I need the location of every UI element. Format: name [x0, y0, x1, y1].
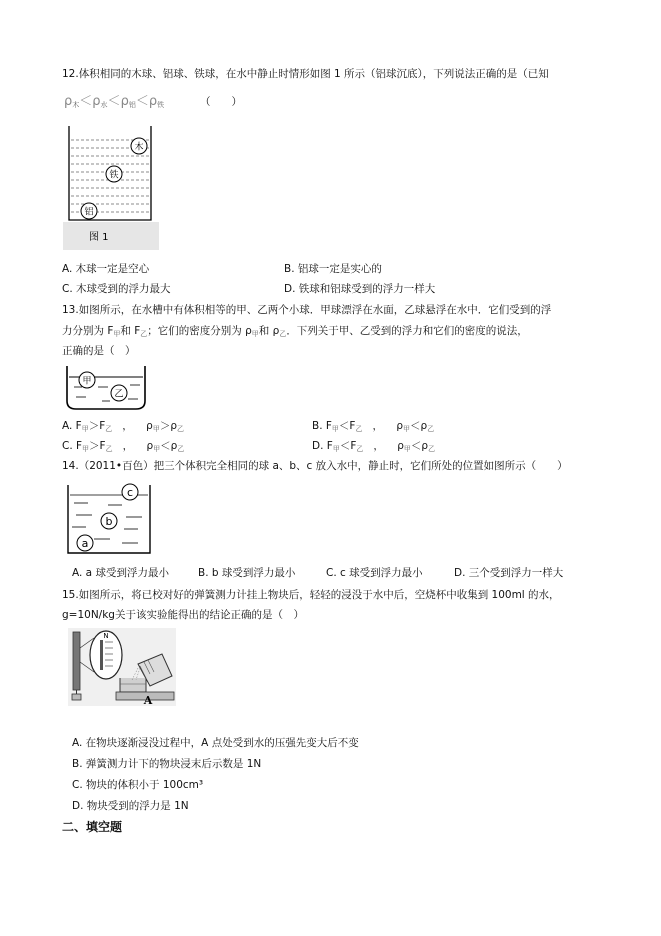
sub-jia: 甲 [332, 445, 340, 453]
sub-yi: 乙 [176, 425, 184, 433]
opt-text: C. F [62, 440, 83, 452]
lt-sign: ＜ [339, 440, 351, 452]
sub-mu: 木 [72, 101, 80, 109]
opt-text: B. F [312, 420, 332, 432]
opt-text: ρ [421, 440, 429, 452]
rho-symbol: ρ [148, 94, 158, 109]
q14-option-b: B. b 球受到浮力最小 [198, 567, 296, 579]
q13-option-c [62, 439, 184, 456]
opt-text: A. F [62, 420, 82, 432]
sub-yi: 乙 [428, 445, 436, 453]
q13-stem-line3: 正确的是（ ） [62, 345, 136, 357]
opt-sep: ， [372, 420, 383, 432]
opt-sep: ， [122, 440, 134, 452]
q12-figure [63, 122, 159, 250]
q13-text: 和 F [120, 325, 141, 337]
q13-option-d [312, 439, 435, 456]
sub-yi: 乙 [105, 445, 113, 453]
ball-label-lv: 铝 [84, 207, 94, 218]
q13-option-a [62, 419, 184, 436]
q15-option-b: B. 弹簧测力计下的物块浸末后示数是 1N [72, 758, 262, 770]
q14-option-c: C. c 球受到浮力最小 [326, 567, 423, 579]
opt-text: ρ [170, 440, 178, 452]
rho-symbol: ρ [64, 94, 73, 109]
q15-stem-line1: 15.如图所示，将已校对好的弹簧测力计挂上物块后，轻轻的浸没于水中后，空烧杯中收集到 100ml 的水， [62, 589, 560, 601]
gt-sign: ＞ [159, 420, 171, 432]
opt-sep: ， [373, 440, 384, 452]
rho-symbol: ρ [92, 94, 101, 109]
ball-label-tie: 铁 [109, 170, 119, 181]
opt-text: ρ [396, 420, 404, 432]
opt-text: F [350, 440, 357, 452]
opt-text: ρ [146, 420, 153, 432]
lt-sign: ＜ [160, 440, 171, 452]
q13-text: 力分别为 F [62, 325, 114, 337]
q12-density-relation [64, 95, 164, 112]
q12-option-b: B. 铝球一定是实心的 [284, 263, 382, 275]
ball-label-b: b [105, 515, 113, 528]
q13-stem-line1: 13.如图所示，在水槽中有体积相等的甲、乙两个小球．甲球漂浮在水面，乙球悬浮在水中．它们受到的浮 [62, 304, 552, 316]
opt-text: D. F [312, 440, 333, 452]
q15-stem-line2: g=10N/kg关于该实验能得出的结论正确的是（ ） [62, 609, 304, 621]
q12-option-d: D. 铁球和铝球受到的浮力一样大 [284, 283, 436, 295]
lt-sign: ＜ [410, 440, 422, 452]
sub-jia: 甲 [403, 425, 411, 433]
sub-jia: 甲 [152, 425, 160, 433]
ball-label-c: c [126, 486, 134, 499]
q13-text: ；它们的密度分别为 ρ [147, 325, 252, 337]
sub-jia: 甲 [331, 425, 339, 433]
q12-option-a: A. 木球一定是空心 [62, 263, 150, 275]
dial-unit-label: N [103, 632, 109, 640]
q13-option-b [312, 419, 434, 436]
point-a-label: A [143, 694, 153, 706]
opt-text: F [99, 440, 106, 452]
q13-text: 和 ρ [258, 325, 280, 337]
q14-option-d: D. 三个受到浮力一样大 [454, 567, 564, 579]
sub-tie: 铁 [157, 101, 165, 109]
q15-option-d: D. 物块受到的浮力是 1N [72, 800, 189, 812]
sub-yi: 乙 [140, 330, 148, 338]
opt-text: ρ [420, 420, 428, 432]
gt-sign: ＞ [89, 440, 100, 452]
q12-answer-bracket: （ ） [200, 96, 242, 108]
q12-stem-line1: 12.体积相同的木球、铝球、铁球，在水中静止时情形如图 1 所示（铝球沉底），下列说法正确的是（已知 [62, 68, 549, 80]
ball-label-yi: 乙 [114, 389, 124, 400]
q14-figure [64, 481, 154, 557]
ball-label-a: a [81, 537, 89, 550]
sub-yi: 乙 [177, 445, 185, 453]
q14-stem: 14.（2011•百色）把三个体积完全相同的球 a、b、c 放入水中，静止时，它们所处的位置如图所示（ ） [62, 460, 568, 472]
opt-sep: ， [122, 420, 133, 432]
sub-yi: 乙 [105, 425, 113, 433]
ball-label-jia: 甲 [82, 376, 92, 387]
q13-stem-line2 [62, 324, 528, 341]
lt-sign: ＜ [135, 94, 149, 109]
ball-label-mu: 木 [134, 142, 144, 153]
q15-figure [68, 628, 176, 706]
sub-shui: 水 [100, 101, 108, 109]
sub-yi: 乙 [355, 425, 363, 433]
sub-jia: 甲 [153, 445, 161, 453]
lt-sign: ＜ [410, 420, 421, 432]
q14-option-a: A. a 球受到浮力最小 [72, 567, 169, 579]
lt-sign: ＜ [107, 94, 121, 109]
sub-yi: 乙 [279, 330, 287, 338]
opt-text: ρ [170, 420, 177, 432]
rho-symbol: ρ [120, 94, 129, 109]
lt-sign: ＜ [338, 420, 350, 432]
sub-jia: 甲 [81, 425, 89, 433]
lt-sign: ＜ [79, 94, 93, 109]
q13-figure [64, 363, 148, 411]
sub-yi: 乙 [356, 445, 364, 453]
sub-jia: 甲 [403, 445, 411, 453]
sub-yi: 乙 [427, 425, 435, 433]
gt-sign: ＞ [88, 420, 100, 432]
opt-text: F [349, 420, 356, 432]
section-title: 二、填空题 [62, 820, 123, 834]
opt-text: ρ [146, 440, 154, 452]
q12-option-c: C. 木球受到的浮力最大 [62, 283, 171, 295]
q15-option-c: C. 物块的体积小于 100cm³ [72, 779, 204, 791]
sub-jia: 甲 [251, 330, 259, 338]
sub-lv: 铝 [128, 101, 136, 109]
sub-jia: 甲 [82, 445, 90, 453]
figure-caption: 图 1 [89, 232, 109, 243]
sub-jia: 甲 [113, 330, 121, 338]
q15-option-a: A. 在物块逐渐浸没过程中，A 点处受到水的压强先变大后不变 [72, 737, 359, 749]
opt-text: F [99, 420, 106, 432]
opt-text: ρ [397, 440, 404, 452]
q13-text: ．下列关于甲、乙受到的浮力和它们的密度的说法， [286, 325, 528, 337]
